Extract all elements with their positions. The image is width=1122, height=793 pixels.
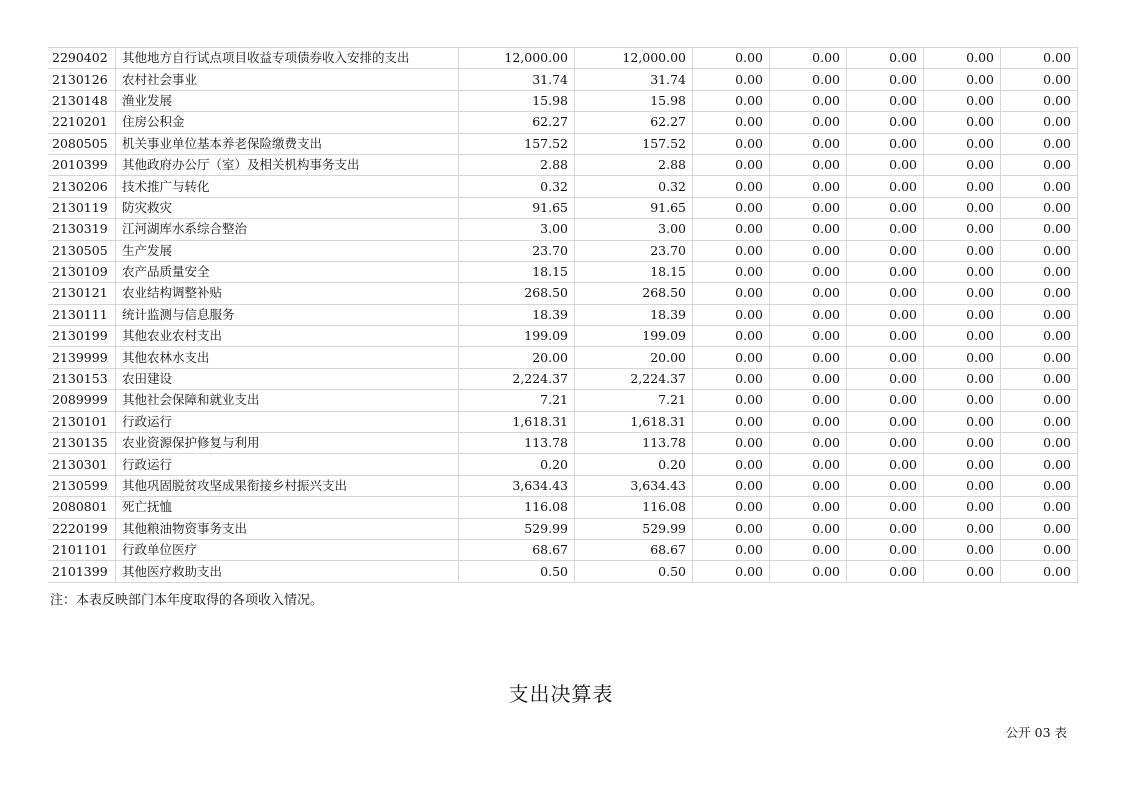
cell-value: 12,000.00 (575, 48, 693, 69)
cell-name: 其他巩固脱贫攻坚成果衔接乡村振兴支出 (116, 475, 459, 496)
cell-value: 0.00 (847, 561, 924, 582)
cell-value: 0.00 (847, 69, 924, 90)
cell-value: 0.00 (847, 304, 924, 325)
cell-value: 268.50 (459, 283, 575, 304)
table-row (48, 283, 1078, 304)
table-body (48, 48, 1078, 583)
cell-value: 31.74 (459, 69, 575, 90)
cell-value: 91.65 (575, 197, 693, 218)
cell-value: 2.88 (459, 154, 575, 175)
cell-name: 农田建设 (116, 368, 459, 389)
cell-name: 机关事业单位基本养老保险缴费支出 (116, 133, 459, 154)
cell-value: 0.00 (924, 326, 1001, 347)
cell-value: 0.00 (693, 326, 770, 347)
cell-value: 0.00 (847, 326, 924, 347)
cell-value: 0.00 (847, 90, 924, 111)
table-row (48, 411, 1078, 432)
cell-value: 1,618.31 (459, 411, 575, 432)
cell-value: 62.27 (575, 112, 693, 133)
cell-name: 其他政府办公厅（室）及相关机构事务支出 (116, 154, 459, 175)
cell-value: 0.00 (770, 347, 847, 368)
cell-value: 0.00 (770, 154, 847, 175)
cell-name: 其他农林水支出 (116, 347, 459, 368)
income-table-container (48, 47, 1078, 583)
cell-value: 0.00 (1001, 69, 1078, 90)
cell-value: 0.00 (847, 347, 924, 368)
cell-value: 68.67 (459, 539, 575, 560)
cell-value: 199.09 (575, 326, 693, 347)
cell-code: 2130505 (48, 240, 116, 261)
cell-value: 23.70 (575, 240, 693, 261)
cell-value: 3.00 (459, 219, 575, 240)
cell-value: 0.00 (1001, 112, 1078, 133)
cell-value: 0.00 (770, 90, 847, 111)
table-note: 注：本表反映部门本年度取得的各项收入情况。 (50, 593, 324, 608)
cell-value: 0.00 (924, 154, 1001, 175)
table-row (48, 90, 1078, 111)
cell-value: 199.09 (459, 326, 575, 347)
cell-value: 0.20 (575, 454, 693, 475)
cell-value: 2,224.37 (575, 368, 693, 389)
income-table (48, 47, 1078, 583)
cell-code: 2130101 (48, 411, 116, 432)
cell-value: 0.00 (924, 219, 1001, 240)
cell-value: 0.00 (693, 454, 770, 475)
table-row (48, 176, 1078, 197)
cell-value: 0.00 (1001, 261, 1078, 282)
cell-code: 2220199 (48, 518, 116, 539)
cell-value: 529.99 (575, 518, 693, 539)
cell-value: 0.00 (1001, 133, 1078, 154)
table-row (48, 219, 1078, 240)
cell-value: 0.00 (693, 475, 770, 496)
cell-value: 0.00 (693, 411, 770, 432)
cell-value: 1,618.31 (575, 411, 693, 432)
cell-value: 116.08 (575, 497, 693, 518)
table-row (48, 197, 1078, 218)
table-row (48, 48, 1078, 69)
cell-name: 渔业发展 (116, 90, 459, 111)
cell-value: 268.50 (575, 283, 693, 304)
cell-value: 0.00 (770, 197, 847, 218)
cell-name: 其他地方自行试点项目收益专项债券收入安排的支出 (116, 48, 459, 69)
cell-value: 0.00 (693, 304, 770, 325)
cell-name: 行政运行 (116, 454, 459, 475)
table-row (48, 497, 1078, 518)
cell-name: 农产品质量安全 (116, 261, 459, 282)
cell-code: 2080505 (48, 133, 116, 154)
cell-code: 2210201 (48, 112, 116, 133)
table-row (48, 261, 1078, 282)
cell-code: 2130111 (48, 304, 116, 325)
cell-value: 0.00 (847, 261, 924, 282)
cell-name: 住房公积金 (116, 112, 459, 133)
cell-code: 2010399 (48, 154, 116, 175)
cell-value: 0.00 (1001, 219, 1078, 240)
cell-code: 2130109 (48, 261, 116, 282)
cell-value: 0.00 (693, 133, 770, 154)
cell-value: 0.00 (847, 475, 924, 496)
table-row (48, 390, 1078, 411)
cell-code: 2130199 (48, 326, 116, 347)
cell-value: 0.00 (693, 261, 770, 282)
cell-value: 0.00 (924, 90, 1001, 111)
table-row (48, 154, 1078, 175)
cell-value: 0.00 (1001, 176, 1078, 197)
cell-value: 0.00 (924, 411, 1001, 432)
cell-code: 2139999 (48, 347, 116, 368)
cell-value: 0.00 (847, 368, 924, 389)
cell-value: 0.00 (693, 368, 770, 389)
cell-value: 0.00 (770, 368, 847, 389)
cell-value: 0.00 (770, 69, 847, 90)
cell-value: 0.00 (924, 475, 1001, 496)
cell-value: 0.00 (1001, 283, 1078, 304)
cell-value: 0.00 (924, 48, 1001, 69)
cell-code: 2130135 (48, 433, 116, 454)
cell-value: 0.00 (770, 454, 847, 475)
cell-name: 其他粮油物资事务支出 (116, 518, 459, 539)
cell-value: 0.00 (770, 518, 847, 539)
cell-value: 0.00 (1001, 518, 1078, 539)
cell-value: 2.88 (575, 154, 693, 175)
cell-value: 3.00 (575, 219, 693, 240)
cell-value: 0.00 (924, 283, 1001, 304)
cell-value: 0.00 (770, 133, 847, 154)
cell-value: 0.00 (693, 518, 770, 539)
cell-value: 0.00 (924, 240, 1001, 261)
cell-name: 其他医疗救助支出 (116, 561, 459, 582)
cell-value: 0.00 (693, 48, 770, 69)
cell-value: 0.00 (770, 261, 847, 282)
cell-value: 0.00 (770, 390, 847, 411)
cell-value: 0.00 (924, 261, 1001, 282)
cell-value: 0.00 (693, 497, 770, 518)
cell-code: 2130121 (48, 283, 116, 304)
table-row (48, 326, 1078, 347)
cell-value: 0.00 (924, 304, 1001, 325)
cell-code: 2130148 (48, 90, 116, 111)
cell-value: 0.00 (1001, 48, 1078, 69)
cell-value: 0.00 (693, 154, 770, 175)
cell-value: 0.00 (693, 240, 770, 261)
cell-value: 0.00 (693, 90, 770, 111)
cell-value: 0.00 (1001, 240, 1078, 261)
cell-value: 7.21 (575, 390, 693, 411)
cell-value: 0.00 (770, 112, 847, 133)
cell-value: 0.00 (770, 176, 847, 197)
cell-value: 0.00 (1001, 347, 1078, 368)
cell-value: 0.00 (1001, 154, 1078, 175)
cell-code: 2130153 (48, 368, 116, 389)
cell-name: 农村社会事业 (116, 69, 459, 90)
cell-value: 0.00 (1001, 433, 1078, 454)
cell-value: 0.00 (693, 347, 770, 368)
cell-value: 18.39 (459, 304, 575, 325)
cell-value: 62.27 (459, 112, 575, 133)
cell-value: 0.00 (847, 433, 924, 454)
cell-value: 0.00 (693, 539, 770, 560)
cell-value: 0.00 (924, 176, 1001, 197)
cell-value: 0.00 (770, 304, 847, 325)
cell-value: 0.00 (1001, 475, 1078, 496)
cell-value: 31.74 (575, 69, 693, 90)
cell-value: 91.65 (459, 197, 575, 218)
cell-value: 0.00 (693, 283, 770, 304)
cell-name: 死亡抚恤 (116, 497, 459, 518)
cell-value: 0.00 (924, 518, 1001, 539)
cell-value: 0.00 (924, 390, 1001, 411)
cell-code: 2130126 (48, 69, 116, 90)
cell-value: 529.99 (459, 518, 575, 539)
cell-value: 23.70 (459, 240, 575, 261)
cell-value: 0.00 (847, 454, 924, 475)
table-number: 公开 03 表 (1005, 725, 1067, 740)
table-row (48, 368, 1078, 389)
cell-value: 0.00 (847, 240, 924, 261)
cell-value: 3,634.43 (459, 475, 575, 496)
cell-code: 2130301 (48, 454, 116, 475)
cell-value: 0.00 (924, 539, 1001, 560)
cell-value: 0.00 (924, 133, 1001, 154)
cell-value: 0.00 (770, 283, 847, 304)
cell-value: 0.00 (924, 347, 1001, 368)
cell-value: 0.00 (924, 454, 1001, 475)
cell-value: 0.00 (924, 197, 1001, 218)
cell-code: 2089999 (48, 390, 116, 411)
cell-value: 15.98 (575, 90, 693, 111)
cell-value: 0.00 (924, 112, 1001, 133)
table-row (48, 539, 1078, 560)
cell-value: 0.00 (847, 497, 924, 518)
cell-value: 0.00 (693, 112, 770, 133)
cell-value: 0.00 (770, 219, 847, 240)
cell-name: 农业结构调整补贴 (116, 283, 459, 304)
cell-value: 0.00 (847, 219, 924, 240)
cell-value: 0.20 (459, 454, 575, 475)
cell-value: 113.78 (459, 433, 575, 454)
cell-name: 其他社会保障和就业支出 (116, 390, 459, 411)
cell-value: 0.00 (847, 390, 924, 411)
cell-value: 157.52 (459, 133, 575, 154)
cell-value: 68.67 (575, 539, 693, 560)
cell-value: 0.00 (693, 176, 770, 197)
cell-value: 3,634.43 (575, 475, 693, 496)
cell-value: 0.00 (693, 561, 770, 582)
cell-name: 江河湖库水系综合整治 (116, 219, 459, 240)
cell-value: 7.21 (459, 390, 575, 411)
cell-value: 0.00 (1001, 539, 1078, 560)
cell-value: 0.00 (847, 197, 924, 218)
cell-value: 12,000.00 (459, 48, 575, 69)
table-row (48, 240, 1078, 261)
cell-value: 0.00 (693, 197, 770, 218)
cell-name: 行政运行 (116, 411, 459, 432)
cell-value: 0.00 (847, 112, 924, 133)
cell-value: 0.00 (770, 539, 847, 560)
cell-value: 0.00 (770, 475, 847, 496)
table-row (48, 112, 1078, 133)
table-row (48, 133, 1078, 154)
table-row (48, 454, 1078, 475)
cell-code: 2080801 (48, 497, 116, 518)
cell-value: 0.00 (847, 176, 924, 197)
cell-value: 0.00 (1001, 304, 1078, 325)
cell-value: 0.50 (459, 561, 575, 582)
cell-value: 2,224.37 (459, 368, 575, 389)
cell-code: 2130599 (48, 475, 116, 496)
cell-value: 0.00 (924, 433, 1001, 454)
table-row (48, 69, 1078, 90)
cell-value: 0.00 (847, 539, 924, 560)
cell-value: 157.52 (575, 133, 693, 154)
cell-value: 116.08 (459, 497, 575, 518)
cell-value: 0.50 (575, 561, 693, 582)
cell-name: 防灾救灾 (116, 197, 459, 218)
cell-value: 0.00 (693, 69, 770, 90)
cell-name: 农业资源保护修复与利用 (116, 433, 459, 454)
cell-name: 其他农业农村支出 (116, 326, 459, 347)
cell-code: 2101101 (48, 539, 116, 560)
cell-value: 0.32 (575, 176, 693, 197)
cell-code: 2290402 (48, 48, 116, 69)
table-row (48, 518, 1078, 539)
table-row (48, 304, 1078, 325)
cell-value: 18.15 (459, 261, 575, 282)
cell-value: 20.00 (459, 347, 575, 368)
cell-value: 0.00 (693, 390, 770, 411)
cell-value: 0.00 (770, 326, 847, 347)
cell-value: 0.00 (1001, 390, 1078, 411)
cell-value: 0.00 (847, 518, 924, 539)
cell-value: 0.00 (770, 411, 847, 432)
cell-value: 0.00 (1001, 561, 1078, 582)
cell-value: 0.00 (770, 561, 847, 582)
table-row (48, 433, 1078, 454)
cell-value: 0.00 (924, 69, 1001, 90)
cell-value: 18.39 (575, 304, 693, 325)
cell-value: 18.15 (575, 261, 693, 282)
cell-value: 0.00 (847, 48, 924, 69)
table-row (48, 347, 1078, 368)
cell-value: 0.00 (924, 368, 1001, 389)
cell-code: 2130119 (48, 197, 116, 218)
cell-value: 0.00 (847, 133, 924, 154)
cell-value: 0.00 (1001, 90, 1078, 111)
cell-value: 0.00 (1001, 197, 1078, 218)
cell-value: 15.98 (459, 90, 575, 111)
cell-code: 2130319 (48, 219, 116, 240)
cell-code: 2101399 (48, 561, 116, 582)
cell-value: 113.78 (575, 433, 693, 454)
cell-value: 0.32 (459, 176, 575, 197)
cell-value: 0.00 (847, 283, 924, 304)
cell-value: 0.00 (1001, 411, 1078, 432)
cell-value: 0.00 (693, 219, 770, 240)
cell-value: 0.00 (924, 561, 1001, 582)
cell-code: 2130206 (48, 176, 116, 197)
cell-value: 0.00 (924, 497, 1001, 518)
cell-value: 0.00 (770, 240, 847, 261)
cell-name: 统计监测与信息服务 (116, 304, 459, 325)
cell-value: 0.00 (770, 497, 847, 518)
cell-value: 20.00 (575, 347, 693, 368)
cell-value: 0.00 (847, 154, 924, 175)
cell-value: 0.00 (770, 433, 847, 454)
section-title: 支出决算表 (508, 682, 614, 706)
cell-value: 0.00 (1001, 326, 1078, 347)
cell-value: 0.00 (847, 411, 924, 432)
cell-value: 0.00 (693, 433, 770, 454)
cell-value: 0.00 (1001, 368, 1078, 389)
table-row (48, 475, 1078, 496)
cell-value: 0.00 (1001, 497, 1078, 518)
cell-name: 生产发展 (116, 240, 459, 261)
table-row (48, 561, 1078, 582)
cell-name: 技术推广与转化 (116, 176, 459, 197)
cell-name: 行政单位医疗 (116, 539, 459, 560)
cell-value: 0.00 (1001, 454, 1078, 475)
cell-value: 0.00 (770, 48, 847, 69)
